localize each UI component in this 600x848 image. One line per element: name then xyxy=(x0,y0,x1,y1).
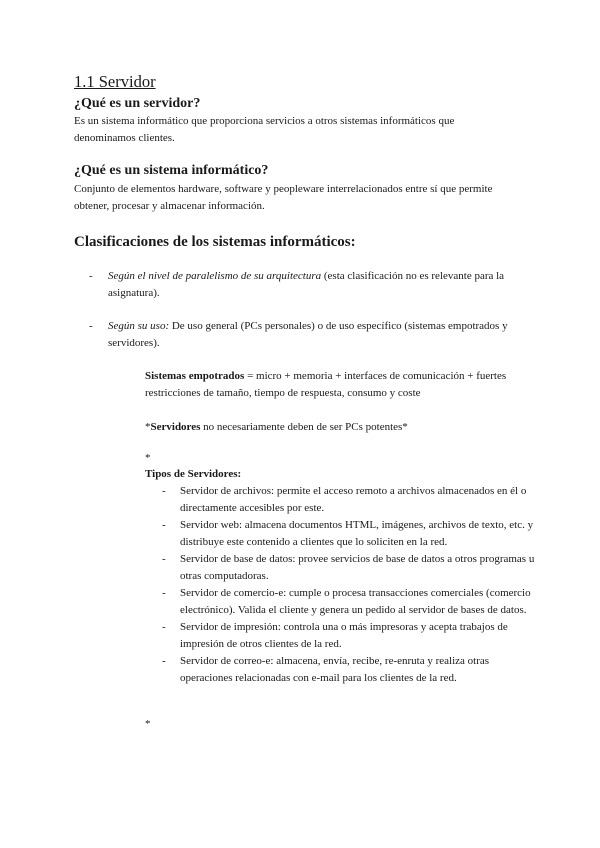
note-rest: no necesariamente deben de ser PCs potentes* xyxy=(200,421,408,433)
list-item: - Servidor web: almacena documentos HTML, imágenes, archivos de texto, etc. y distribuye este contenido a clientes que lo soliciten en la red. xyxy=(162,519,534,548)
question-what-is-server: ¿Qué es un servidor? xyxy=(74,96,201,111)
list-item: - Servidor de archivos: permite el acceso remoto a archivos almacenados en él o directamente accesibles por este. xyxy=(162,485,527,514)
note-term: Servidores xyxy=(150,421,201,433)
embedded-term: Sistemas empotrados xyxy=(145,370,245,382)
embedded-systems-definition xyxy=(145,368,525,402)
classification-bullet: - xyxy=(89,270,93,282)
list-item: - Servidor de correo-e: almacena, envía, recibe, re-enruta y realiza otras operaciones relacionadas con e-mail para los clientes de la red. xyxy=(162,655,490,684)
server-types-list xyxy=(145,483,535,687)
classification-italic: Según el nivel de paralelismo de su arquitectura xyxy=(108,270,322,282)
classification-italic: Según su uso: xyxy=(108,320,170,332)
list-item: - Servidor de base de datos: provee servicios de base de datos a otros programas u otras computadoras. xyxy=(162,553,535,582)
asterisk-marker: * xyxy=(145,718,151,730)
classification-rest: De uso general (PCs personales) o de uso específico (sistemas empotrados y servidores). xyxy=(108,320,508,349)
classification-rest: (esta clasificación no es relevante para la asignatura). xyxy=(108,270,505,299)
section-title: 1.1 Servidor xyxy=(74,72,156,91)
asterisk-marker: * xyxy=(145,452,151,464)
list-item: - Servidor de comercio-e: cumple o procesa transacciones comerciales (comercio electrónico). Valida el cliente y genera un pedido al servidor de bases de datos. xyxy=(162,587,531,616)
server-types-heading: Tipos de Servidores: xyxy=(145,468,242,480)
answer-what-is-system: Conjunto de elementos hardware, software y peopleware interrelacionados entre sí que permite obtener, procesar y almacenar información. xyxy=(74,183,493,212)
servers-note xyxy=(145,419,525,436)
embedded-rest: = micro + memoria + interfaces de comunicación + fuertes restricciones de tamaño, tiempo de respuesta, consumo y coste xyxy=(145,370,507,399)
classification-item xyxy=(108,268,518,302)
note-prefix: * xyxy=(145,421,151,433)
classification-item xyxy=(108,318,518,352)
classifications-heading: Clasificaciones de los sistemas informáticos: xyxy=(74,234,356,250)
answer-what-is-server: Es un sistema informático que proporciona servicios a otros sistemas informáticos que denominamos clientes. xyxy=(74,115,455,144)
question-what-is-system: ¿Qué es un sistema informático? xyxy=(74,163,269,178)
classification-bullet: - xyxy=(89,320,93,332)
list-item: - Servidor de impresión: controla una o más impresoras y acepta trabajos de impresión de otros clientes de la red. xyxy=(162,621,508,650)
